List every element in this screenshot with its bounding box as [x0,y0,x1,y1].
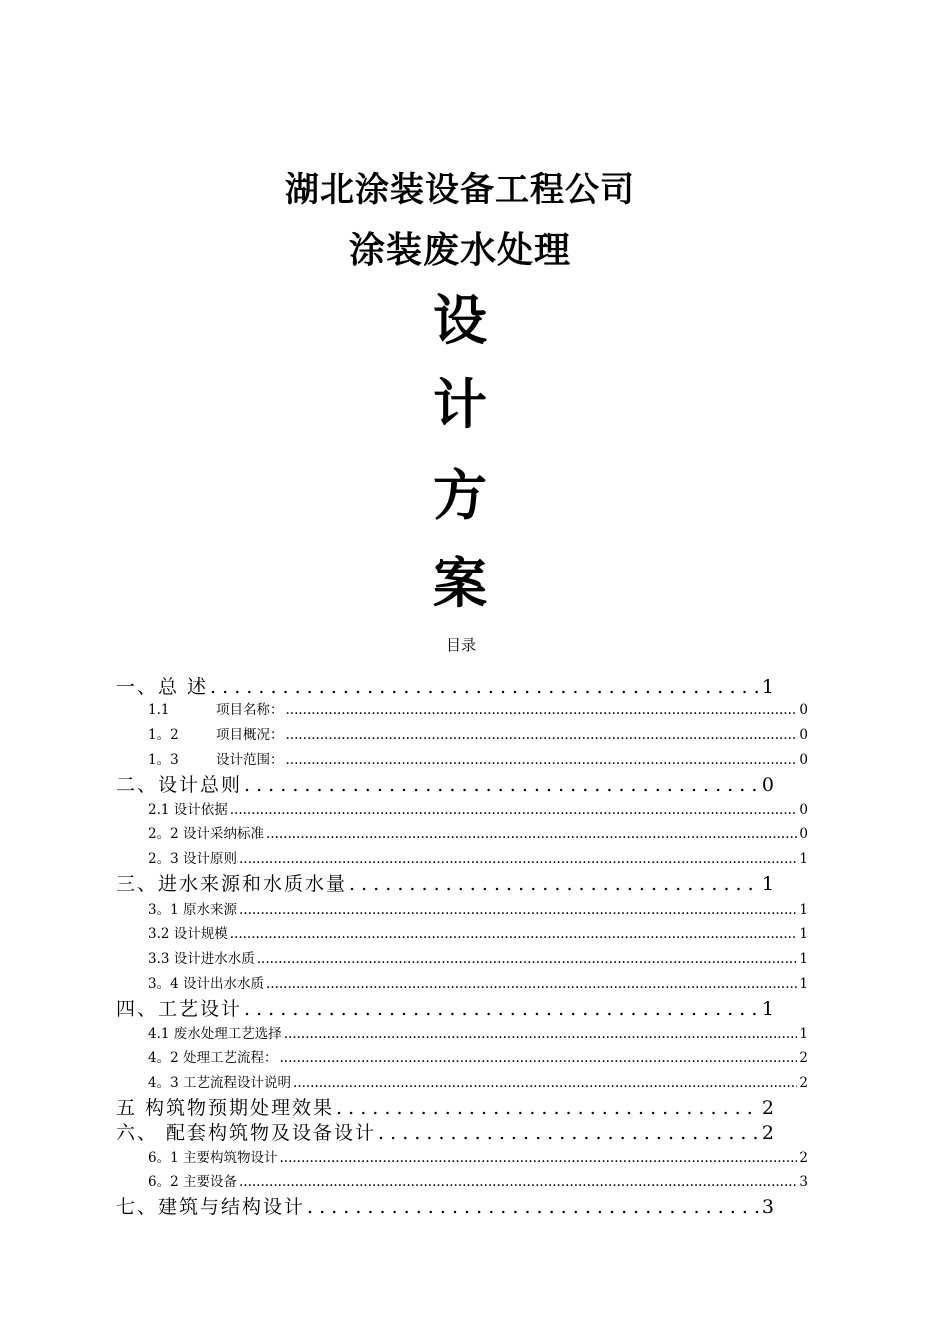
toc-entry-text: 2。3 设计原则 [148,851,237,867]
toc-page-number: 1 [799,976,808,992]
toc-leader [336,1097,760,1119]
title-char-4: 案 [433,551,487,615]
toc-leader [286,702,798,718]
toc-entry[interactable] [116,1093,776,1120]
toc-page-number: 1 [799,951,808,967]
title-char-2: 计 [433,372,487,436]
toc-entry[interactable] [116,672,776,699]
toc-leader [230,802,798,818]
toc-leader [286,727,798,743]
toc-leader [293,1075,797,1091]
company-title: 湖北涂装设备工程公司 [285,170,635,210]
toc-entry-text: 五 构筑物预期处理效果 [116,1097,335,1119]
toc-subentry[interactable] [148,1170,808,1190]
toc-heading: 目录 [445,636,476,654]
toc-entry[interactable] [116,869,776,896]
toc-entry[interactable] [116,770,776,797]
toc-leader [257,951,798,967]
toc-subentry[interactable] [148,1022,808,1042]
toc-page-number: 2 [799,1050,808,1066]
toc-leader [210,676,760,698]
toc-subentry[interactable] [148,847,808,867]
toc-page-number: 0 [799,802,808,818]
toc-page-number: 0 [799,727,808,743]
toc-leader [244,774,760,796]
toc-page-number: 1 [799,902,808,918]
toc-page-number: 0 [761,774,776,796]
toc-entry-text: 3.3 设计进水水质 [148,951,255,967]
toc-subentry[interactable] [148,723,808,743]
toc-subentry[interactable] [148,947,808,967]
toc-entry-text: 六、 配套构筑物及设备设计 [116,1122,377,1144]
toc-subentry[interactable] [148,698,808,718]
subject-title: 涂装废水处理 [348,229,571,271]
toc-entry-number: 1。2 [148,727,179,743]
toc-page-number: 2 [799,1150,808,1166]
toc-leader [284,1026,798,1042]
toc-entry-text: 3。4 设计出水水质 [148,976,264,992]
toc-entry[interactable] [116,994,776,1021]
toc-entry[interactable] [116,1192,776,1219]
toc-leader [239,902,797,918]
toc-page-number: 3 [799,1174,808,1190]
toc-page-number: 2 [761,1097,776,1119]
toc-subentry[interactable] [148,798,808,818]
toc-subentry[interactable] [148,898,808,918]
toc-page-number: 0 [799,826,808,842]
toc-entry-text: 4。3 工艺流程设计说明 [148,1075,291,1091]
toc-leader [307,1196,760,1218]
toc-leader [230,926,798,942]
toc-leader [239,851,797,867]
toc-entry-text: 设计范围： [216,752,284,768]
toc-entry-text: 6。2 主要设备 [148,1174,237,1190]
toc-page-number: 2 [799,1075,808,1091]
toc-entry-number: 1。3 [148,752,179,768]
toc-entry-text: 4。2 处理工艺流程： [148,1050,278,1066]
toc-entry-text: 2。2 设计采纳标准 [148,826,264,842]
toc-entry-text: 二、设计总则 [116,774,243,796]
toc-subentry[interactable] [148,1071,808,1091]
toc-entry-text: 项目名称： [216,702,284,718]
toc-entry-text: 4.1 废水处理工艺选择 [148,1026,282,1042]
toc-leader [279,1150,797,1166]
toc-entry-text: 3。1 原水来源 [148,902,237,918]
toc-entry-text: 一、总 述 [116,676,209,698]
toc-leader [349,873,760,895]
toc-page-number: 0 [799,752,808,768]
toc-entry-text: 三、进水来源和水质水量 [116,873,348,895]
toc-entry-text: 6。1 主要构筑物设计 [148,1150,278,1166]
toc-page-number: 3 [761,1196,776,1218]
toc-leader [279,1050,797,1066]
toc-leader [286,752,798,768]
toc-entry-text: 项目概况： [216,727,284,743]
title-char-3: 方 [433,463,487,527]
title-char-1: 设 [433,288,487,352]
toc-subentry[interactable] [148,748,808,768]
toc-page-number: 2 [761,1122,776,1144]
toc-page-number: 0 [799,702,808,718]
toc-page-number: 1 [799,1026,808,1042]
toc-leader [244,998,760,1020]
toc-leader [378,1122,760,1144]
toc-subentry[interactable] [148,922,808,942]
toc-page-number: 1 [799,926,808,942]
toc-subentry[interactable] [148,972,808,992]
toc-subentry[interactable] [148,1146,808,1166]
toc-leader [266,976,797,992]
toc-entry-text: 2.1 设计依据 [148,802,228,818]
toc-leader [239,1174,797,1190]
toc-page-number: 1 [761,873,776,895]
toc-leader [266,826,797,842]
toc-entry-text: 四、工艺设计 [116,998,243,1020]
toc-page-number: 1 [761,998,776,1020]
toc-subentry[interactable] [148,1046,808,1066]
toc-entry-number: 1.1 [148,702,170,718]
toc-page-number: 1 [799,851,808,867]
toc-entry-text: 七、建筑与结构设计 [116,1196,306,1218]
toc-entry[interactable] [116,1118,776,1145]
toc-subentry[interactable] [148,822,808,842]
toc-page-number: 1 [761,676,776,698]
toc-entry-text: 3.2 设计规模 [148,926,228,942]
